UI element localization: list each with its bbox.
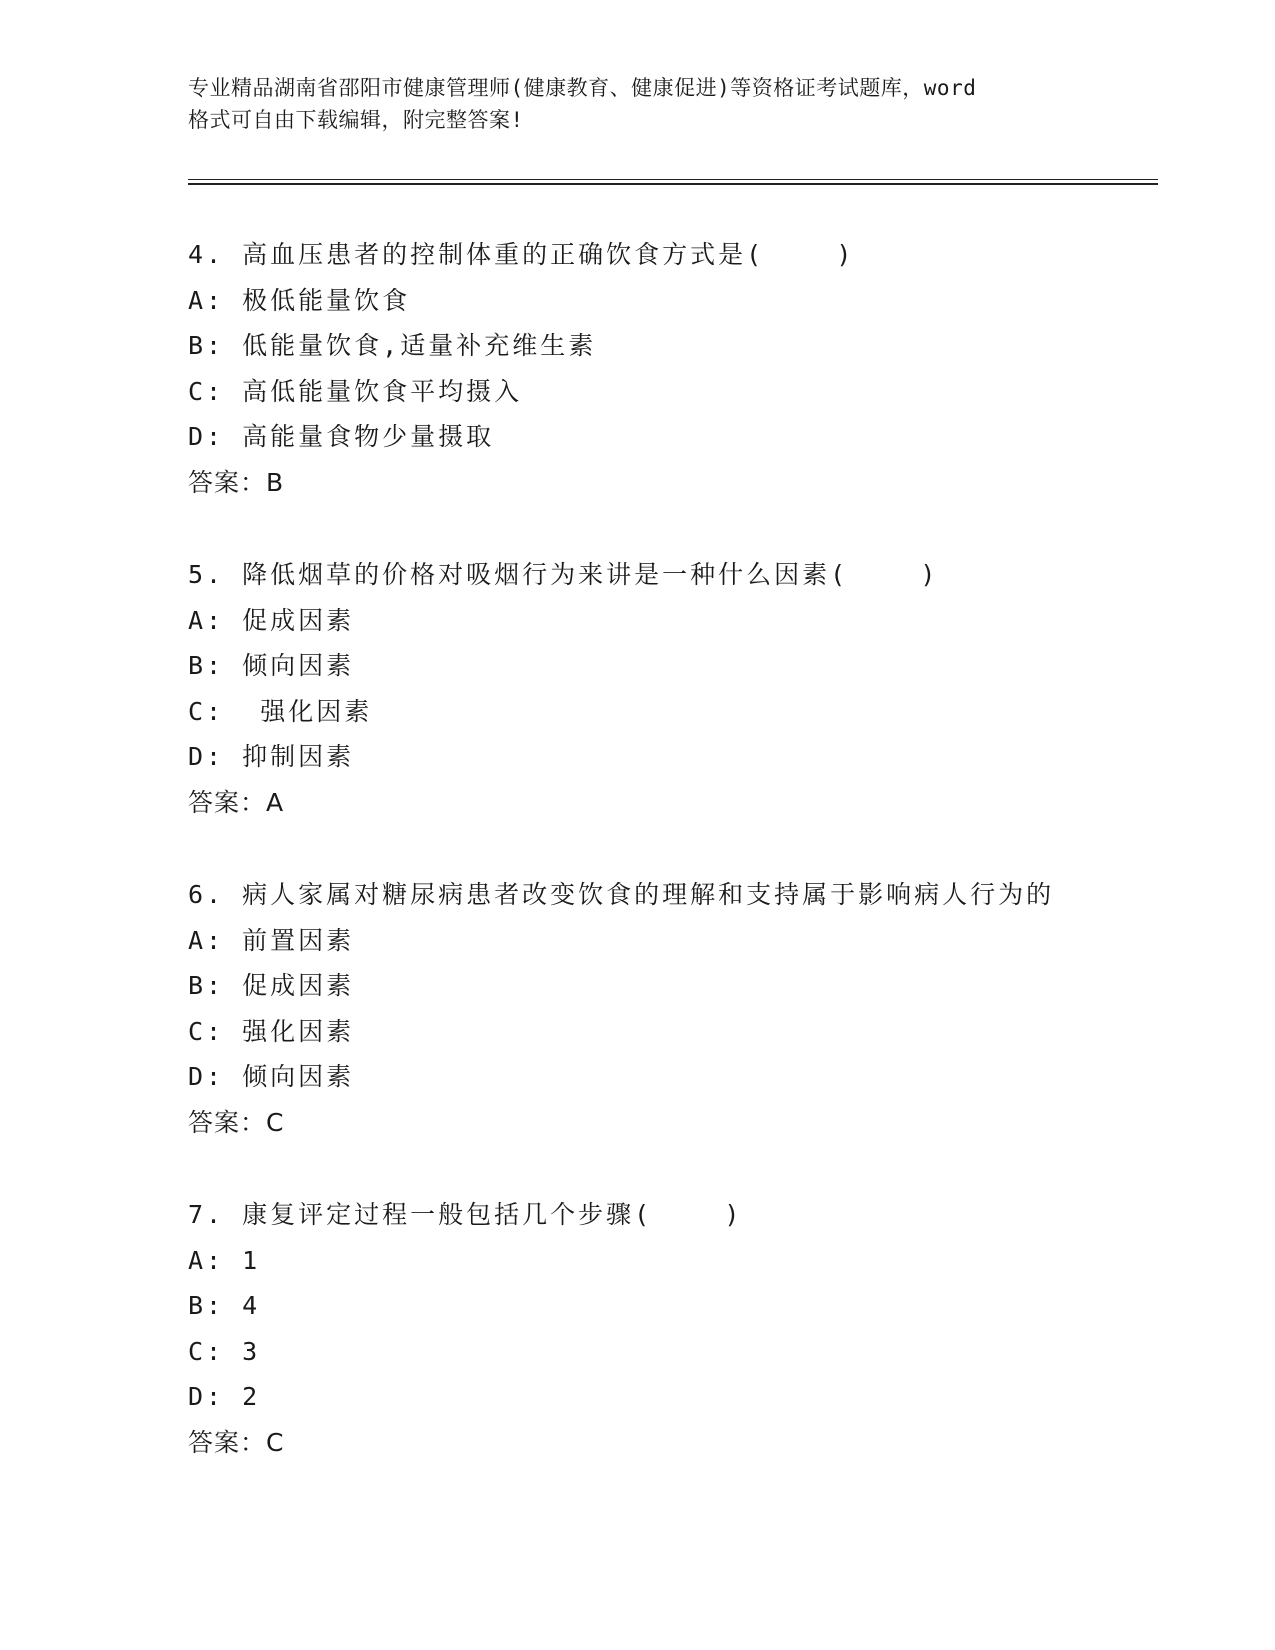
option-b: B: 倾向因素 bbox=[188, 651, 355, 681]
header-line-2: 格式可自由下载编辑，附完整答案! bbox=[188, 108, 524, 132]
option-b: B: 低能量饮食,适量补充维生素 bbox=[188, 331, 597, 361]
answer-label: 答案：C bbox=[188, 1427, 285, 1457]
header-rule-thin bbox=[188, 179, 1158, 180]
option-a: A: 前置因素 bbox=[188, 925, 355, 955]
option-d: D: 高能量食物少量摄取 bbox=[188, 422, 495, 452]
option-d: D: 倾向因素 bbox=[188, 1062, 355, 1092]
option-a: A: 极低能量饮食 bbox=[188, 285, 411, 315]
option-c: C: 强化因素 bbox=[188, 1016, 355, 1046]
answer-label: 答案：B bbox=[188, 467, 285, 497]
option-a: A: 促成因素 bbox=[188, 605, 355, 635]
option-b: B: 4 bbox=[188, 1291, 261, 1321]
option-c: C: 高低能量饮食平均摄入 bbox=[188, 376, 523, 406]
option-d: D: 2 bbox=[188, 1382, 261, 1412]
question-4 bbox=[188, 232, 1168, 506]
question-5 bbox=[188, 552, 1168, 826]
question-stem: 6. 病人家属对糖尿病患者改变饮食的理解和支持属于影响病人行为的 bbox=[188, 880, 1055, 909]
question-stem: 4. 高血压患者的控制体重的正确饮食方式是( ) bbox=[188, 240, 855, 269]
option-c: C: 3 bbox=[188, 1336, 261, 1366]
question-stem: 7. 康复评定过程一般包括几个步骤( ) bbox=[188, 1200, 743, 1229]
option-a: A: 1 bbox=[188, 1245, 261, 1275]
header-rule-thick bbox=[188, 183, 1158, 185]
answer-label: 答案：C bbox=[188, 1107, 285, 1137]
document-header bbox=[188, 72, 1088, 136]
header-line-1: 专业精品湖南省邵阳市健康管理师(健康教育、健康促进)等资格证考试题库，word bbox=[188, 76, 977, 100]
question-6 bbox=[188, 872, 1168, 1146]
option-d: D: 抑制因素 bbox=[188, 742, 355, 772]
question-7 bbox=[188, 1192, 1168, 1466]
option-c: C: 强化因素 bbox=[188, 696, 373, 726]
question-stem: 5. 降低烟草的价格对吸烟行为来讲是一种什么因素( ) bbox=[188, 560, 939, 589]
answer-label: 答案：A bbox=[188, 787, 285, 817]
option-b: B: 促成因素 bbox=[188, 971, 355, 1001]
